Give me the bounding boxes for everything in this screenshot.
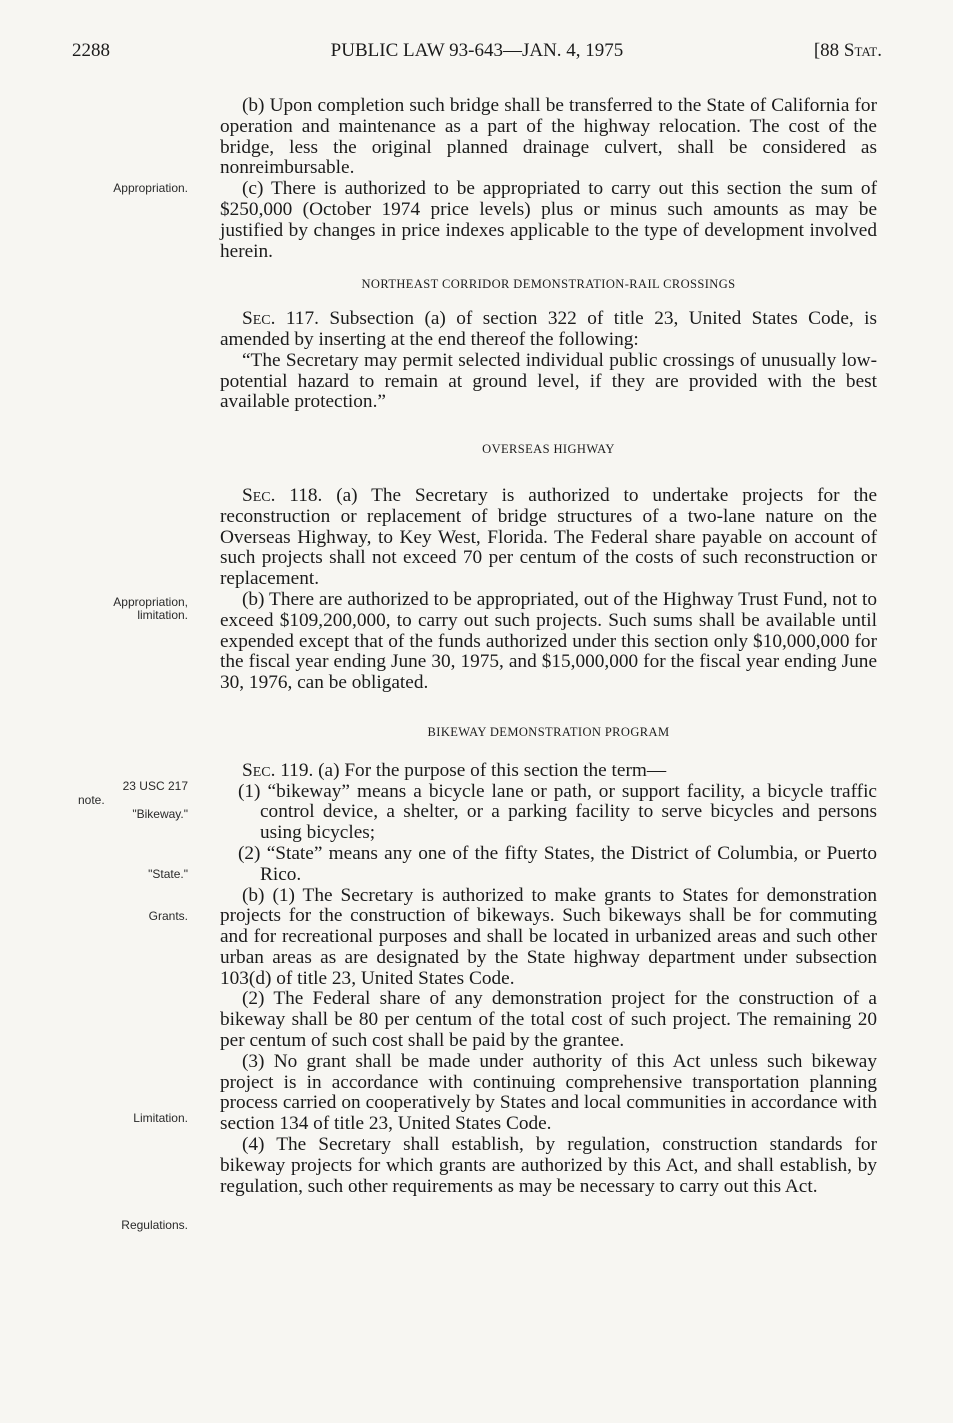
paragraph-b: (b) Upon completion such bridge shall be transferred to the State of California for operation and maintenance as a part of the highway relocation. The cost of the bridge, less the original planned drainage culvert, shall be considered as nonreimbursable. — [220, 95, 877, 179]
section-119-a2 — [220, 844, 877, 886]
margin-note-state: "State." — [148, 867, 188, 881]
page-number: 2288 — [72, 40, 110, 61]
body-text — [220, 96, 877, 1197]
margin-note-appropriation: Appropriation. — [113, 181, 188, 195]
section-119-a-text: (a) For the purpose of this section the term— — [318, 759, 667, 781]
statute-reference: [88 Stat. — [813, 40, 882, 61]
running-title: PUBLIC LAW 93-643—JAN. 4, 1975 — [330, 40, 624, 61]
section-heading-117: NORTHEAST CORRIDOR DEMONSTRATION-RAIL CROSSINGS — [361, 277, 736, 292]
section-label: Sec. 118. — [242, 484, 323, 506]
section-118-a-text: (a) The Secretary is authorized to undertake projects for the reconstruction or replacement of bridge structures of a two-lane nature on the Overseas Highway, to Key West, Florida. The Federal share payable on account of such projects shall not exceed 70 per centum of the costs of such reconstruction or replacement. — [220, 484, 878, 590]
section-119-b4: (4) The Secretary shall establish, by regulation, construction standards for bikeway projects for which grants are authorized by this Act, and shall establish, by regulation, such other requirements as may be necessary to carry out this Act. — [220, 1134, 877, 1197]
section-118-a — [220, 486, 877, 590]
section-117 — [220, 309, 877, 351]
section-117-quote: “The Secretary may permit selected individual public crossings of unusually low-potential hazard to remain at ground level, if they are provided with the best available protection.” — [220, 349, 877, 413]
section-heading-118: OVERSEAS HIGHWAY — [482, 442, 615, 457]
item-text: “State” means any one of the fifty States, the District of Columbia, or Puerto Rico. — [260, 842, 877, 885]
section-119-b1: (b) (1) The Secretary is authorized to make grants to States for demonstration projects for the construction of bikeways. Such bikeways shall be for commuting and for recreational purposes and shall be located in urbanized areas and such other urban areas as are designated by the State highway department under subsection 103(d) of title 23, United States Code. — [220, 884, 877, 989]
section-118-b: (b) There are authorized to be appropriated, out of the Highway Trust Fund, not to exceed $109,200,000, to carry out such projects. Such sums shall be available until expended except that of the funds authorized under this section only $10,000,000 for the fiscal year ending June 30, 1975, and $15,000,000 for the fiscal year ending June 30, 1976, can be obligated. — [220, 588, 877, 694]
item-text: “bikeway” means a bicycle lane or path, or support facility, a bicycle traffic control device, a shelter, or a parking facility to serve bicycles and persons using bicycles; — [260, 780, 877, 844]
section-heading-119: BIKEWAY DEMONSTRATION PROGRAM — [427, 724, 670, 739]
margin-note-usc: 23 USC 217 — [122, 779, 188, 793]
section-label: Sec. 117. — [242, 308, 319, 330]
item-number: (2) — [238, 842, 261, 864]
section-119-a — [220, 761, 877, 782]
section-119-b3: (3) No grant shall be made under authority of this Act unless such bikeway project is in accordance with continuing comprehensive transportation planning process carried on cooperatively by States and local communities in accordance with section 134 of title 23, United States Code. — [220, 1050, 877, 1135]
margin-note-appropriation-limitation: Appropriation, limitation. — [113, 595, 188, 622]
margin-note-limitation: Limitation. — [133, 1111, 188, 1125]
section-119-a1 — [220, 782, 877, 844]
margin-note-regulations: Regulations. — [121, 1218, 188, 1232]
item-number: (1) — [238, 780, 261, 802]
margin-note-bikeway: "Bikeway." — [132, 807, 188, 821]
margin-note-note: note. — [78, 793, 105, 807]
section-119-b2: (2) The Federal share of any demonstration project for the construction of a bikeway shall be 80 per centum of the total cost of such project. The remaining 20 per centum of such cost shall be paid by the grantee. — [220, 988, 877, 1052]
page-header — [72, 40, 882, 70]
paragraph-c: (c) There is authorized to be appropriated to carry out this section the sum of $250,000 (October 1974 price levels) plus or minus such amounts as may be justified by changes in price indexes applicable to the type of development involved herein. — [220, 178, 877, 262]
section-label: Sec. 119. — [242, 759, 314, 781]
margin-note-grants: Grants. — [148, 909, 188, 923]
section-117-text: Subsection (a) of section 322 of title 23, United States Code, is amended by inserting at the end thereof the following: — [220, 308, 878, 350]
